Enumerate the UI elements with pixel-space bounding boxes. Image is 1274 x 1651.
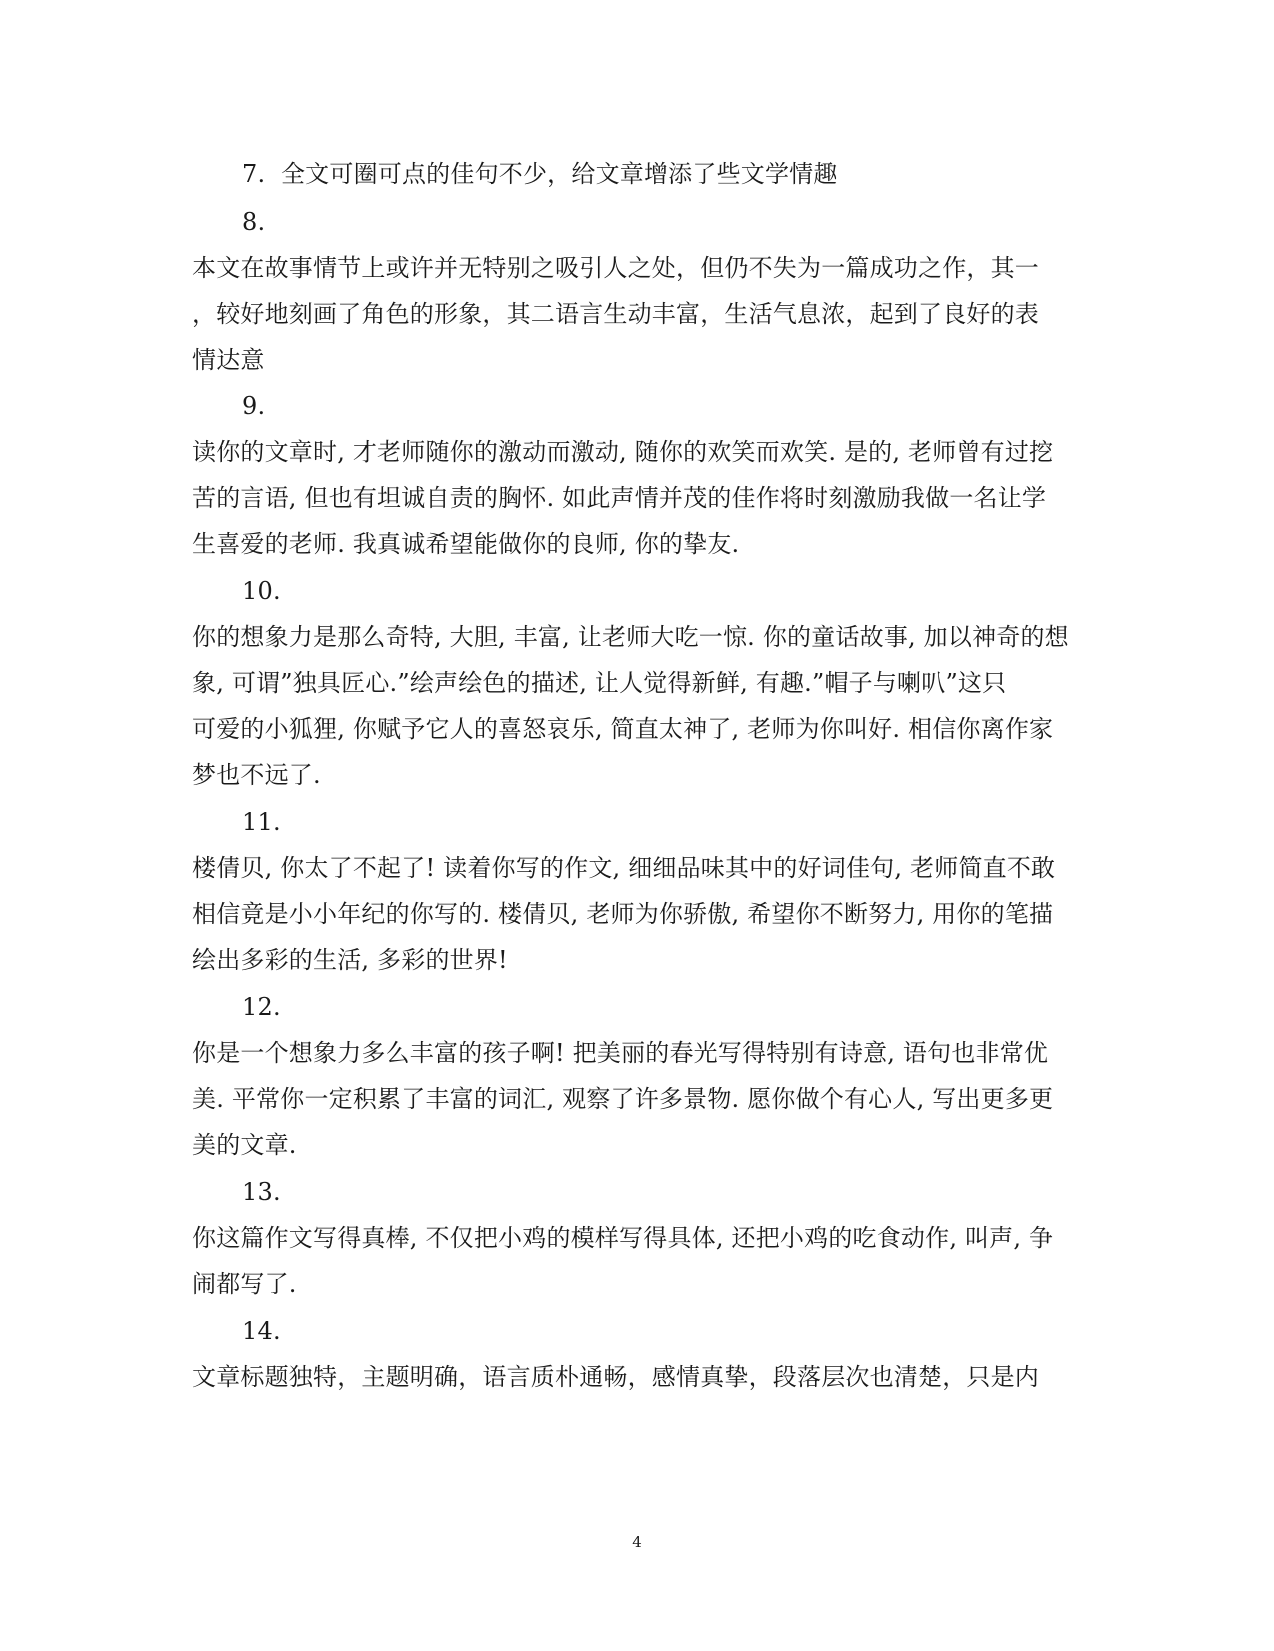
item-text-line: ，较好地刻画了角色的形象，其二语言生动丰富，生活气息浓，起到了良好的表 <box>192 300 1039 328</box>
item-text-line: 情达意 <box>192 346 265 374</box>
item-text-line: 楼倩贝, 你太了不起了! 读着你写的作文, 细细品味其中的好词佳句, 老师简直不敢 <box>192 854 1056 882</box>
item-number: 9. <box>242 392 266 420</box>
item-text-line: 可爱的小狐狸, 你赋予它人的喜怒哀乐, 简直太神了, 老师为你叫好. 相信你离作家 <box>192 715 1054 743</box>
item-text-line: 文章标题独特，主题明确，语言质朴通畅，感情真挚，段落层次也清楚，只是内 <box>192 1363 1039 1391</box>
item-number: 8. <box>242 208 266 236</box>
item-text-line: 生喜爱的老师. 我真诚希望能做你的良师, 你的挚友. <box>192 530 740 558</box>
item-text-line: 象, 可谓”独具匠心.”绘声绘色的描述, 让人觉得新鲜, 有趣.”帽子与喇叭”这只 <box>192 669 1007 697</box>
item-number: 12. <box>242 993 281 1021</box>
item-number: 13. <box>242 1178 281 1206</box>
item-text-line: 美. 平常你一定积累了丰富的词汇, 观察了许多景物. 愿你做个有心人, 写出更多更 <box>192 1085 1054 1113</box>
item-text-line: 梦也不远了. <box>192 761 321 789</box>
item-number: 14. <box>242 1317 281 1345</box>
item-text-line: 你这篇作文写得真棒, 不仅把小鸡的模样写得具体, 还把小鸡的吃食动作, 叫声, 争 <box>192 1224 1054 1252</box>
item-number: 7. <box>242 160 266 188</box>
item-text-line: 美的文章. <box>192 1131 297 1159</box>
item-text-line: 你是一个想象力多么丰富的孩子啊! 把美丽的春光写得特别有诗意, 语句也非常优 <box>192 1039 1049 1067</box>
page-number: 4 <box>632 1533 642 1551</box>
item-text-line: 闹都写了. <box>192 1270 297 1298</box>
item-text-line: 本文在故事情节上或许并无特别之吸引人之处，但仍不失为一篇成功之作，其一 <box>192 254 1039 282</box>
item-number: 10. <box>242 577 281 605</box>
item-7-number-and-text <box>242 159 838 189</box>
item-text-line: 全文可圈可点的佳句不少，给文章增添了些文学情趣 <box>280 160 838 188</box>
item-text-line: 苦的言语, 但也有坦诚自责的胸怀. 如此声情并茂的佳作将时刻激励我做一名让学 <box>192 484 1047 512</box>
item-text-line: 绘出多彩的生活, 多彩的世界! <box>192 946 508 974</box>
item-text-line: 你的想象力是那么奇特, 大胆, 丰富, 让老师大吃一惊. 你的童话故事, 加以神奇的想 <box>192 623 1069 651</box>
item-text-line: 读你的文章时, 才老师随你的激动而激动, 随你的欢笑而欢笑. 是的, 老师曾有过挖 <box>192 438 1054 466</box>
item-text-line: 相信竟是小小年纪的你写的. 楼倩贝, 老师为你骄傲, 希望你不断努力, 用你的笔描 <box>192 900 1054 928</box>
item-number: 11. <box>242 808 281 836</box>
